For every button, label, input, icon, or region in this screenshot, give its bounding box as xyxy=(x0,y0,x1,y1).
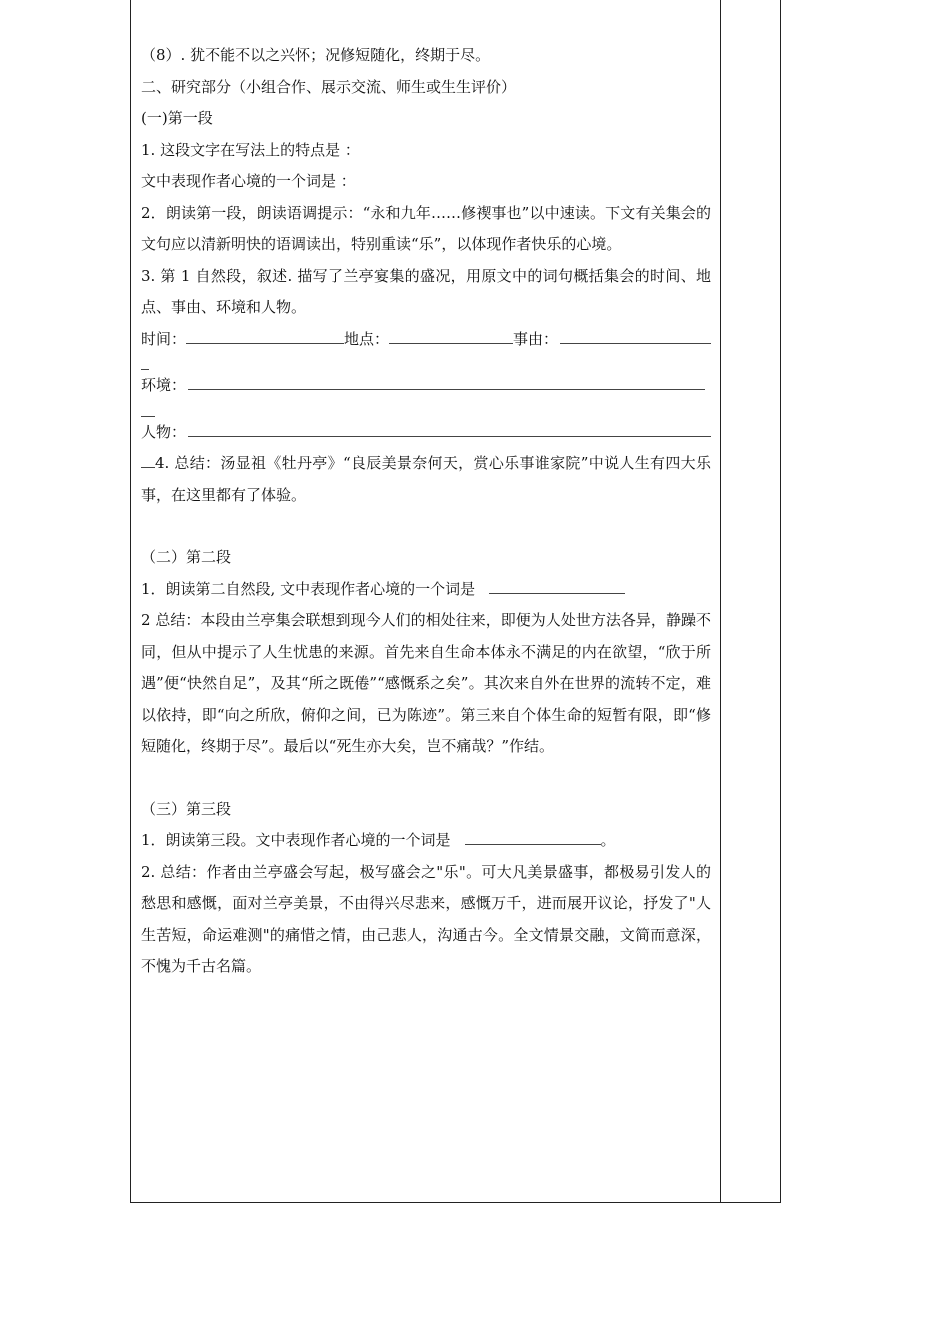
s2-question-1: 1．朗读第二自然段, 文中表现作者心境的一个词是 xyxy=(141,574,711,606)
s3-summary: 2. 总结：作者由兰亭盛会写起，极写盛会之"乐"。可大凡美景盛事，都极易引发人的愁思和感慨，面对兰亭美景，不由得兴尽悲来，感慨万千，进而展开议论，抒发了"人生苦短，命运难测"的痛惜之情，由己悲人，沟通古今。全文情景交融，文简而意深，不愧为千古名篇。 xyxy=(141,862,711,975)
reason-blank-tail xyxy=(141,355,149,370)
question-1-writing-feature: 1. 这段文字在写法上的特点是 ： xyxy=(141,140,360,159)
fill-row-people xyxy=(141,417,711,449)
people-label: 人物： xyxy=(141,422,187,441)
fill-row-wrap-2 xyxy=(141,402,711,417)
line-item-8: （8）. 犹不能不以之兴怀；况修短随化，终期于尽。 xyxy=(141,46,491,64)
environment-blank[interactable] xyxy=(188,375,705,390)
place-label: 地点： xyxy=(344,329,390,348)
s3-mood-blank[interactable] xyxy=(465,830,601,845)
question-mood-word: 文中表现作者心境的一个词是 ： xyxy=(141,172,356,190)
people-blank[interactable] xyxy=(188,422,711,437)
reason-label: 事由： xyxy=(513,329,559,348)
spacer-2 xyxy=(141,763,711,794)
subsection-second-paragraph: （二）第二段 xyxy=(141,548,232,566)
s2-mood-blank[interactable] xyxy=(489,579,625,594)
main-cell xyxy=(141,40,711,983)
table-frame xyxy=(130,0,781,1203)
question-4-summary: 4. 总结：汤显祖《牡丹亭》“良辰美景奈何天，赏心乐事谁家院”中说人生有四大乐事，在这里都有了体验。 xyxy=(141,454,711,504)
environment-blank-tail xyxy=(141,402,155,417)
section-heading-research: 二、研究部分（小组合作、展示交流、师生或生生评价） xyxy=(141,77,517,96)
time-label: 时间： xyxy=(141,329,187,348)
reason-blank[interactable] xyxy=(560,329,711,344)
s3-question-1: 1．朗读第三段。文中表现作者心境的一个词是 。 xyxy=(141,831,616,849)
question-2-reading-tips: 2．朗读第一段，朗读语调提示：“永和九年……修禊事也”以中速读。下文有关集会的文句应以清新明快的语调读出，特别重读“乐”，以体现作者快乐的心境。 xyxy=(141,203,711,253)
subsection-third-paragraph: （三）第三段 xyxy=(141,799,232,818)
time-blank[interactable] xyxy=(186,329,344,344)
s2-summary: 2 总结：本段由兰亭集会联想到现今人们的相处往来，即便为人处世方法各异，静躁不同，但从中提示了人生忧患的来源。首先来自生命本体永不满足的内在欲望，“欣于所遇”便“快然自足”，及其“所之既倦”“感慨系之矣”。其次来自外在世界的流转不定，难以依持，即“向之所欣，俯仰之间，已为陈迹”。第三来自个体生命的短暂有限，即“修短随化，终期于尽”。最后以“死生亦大矣，岂不痛哉？”作结。 xyxy=(141,611,711,755)
fill-row-wrap xyxy=(141,355,711,370)
column-divider xyxy=(720,0,721,1202)
fill-row-environment xyxy=(141,370,711,402)
fill-row-time-place-reason xyxy=(141,324,711,356)
subsection-first-paragraph: (一)第一段 xyxy=(141,109,213,127)
question-3-summary-prompt: 3. 第 1 自然段，叙述. 描写了兰亭宴集的盛况，用原文中的词句概括集会的时间、地点、事由、环境和人物。 xyxy=(141,266,711,316)
place-blank[interactable] xyxy=(389,329,513,344)
spacer xyxy=(141,511,711,542)
people-blank-tail xyxy=(141,453,155,468)
environment-label: 环境： xyxy=(141,376,187,394)
